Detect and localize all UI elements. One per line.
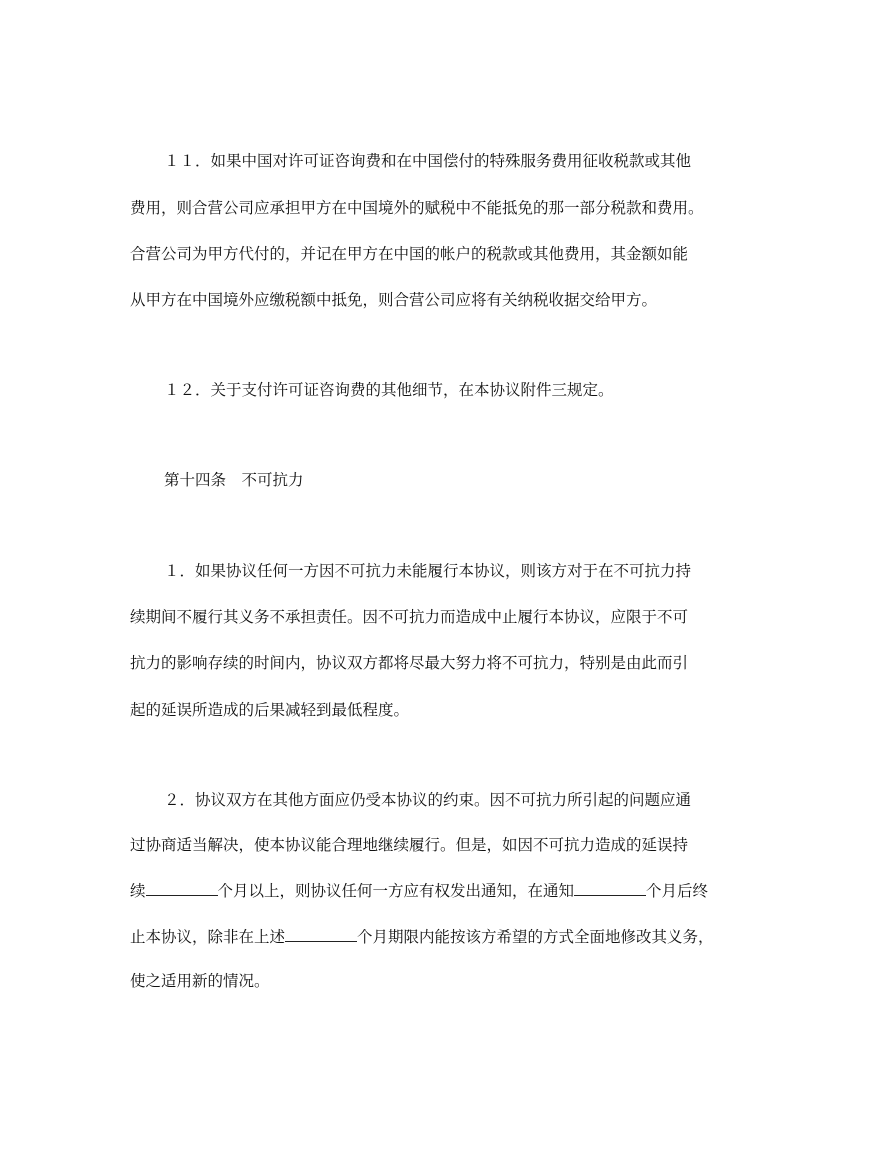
clause-2-line-4: [130, 926, 790, 948]
clause-2-line-3: [130, 880, 790, 902]
clause-1-line-4: 起的延误所造成的后果减轻到最低程度。: [130, 701, 410, 719]
blank-months-1: [146, 881, 218, 896]
clause-1-line-2: 续期间不履行其义务不承担责任。因不可抗力而造成中止履行本协议，应限于不可: [130, 608, 689, 626]
clause-2-line-4-part-b: 个月期限内能按该方希望的方式全面地修改其义务，: [357, 928, 714, 946]
clause-2-line-3-part-b: 个月以上，则协议任何一方应有权发出通知，在通知: [217, 882, 575, 900]
para-11-line-4: 从甲方在中国境外应缴税额中抵免，则合营公司应将有关纳税收据交给甲方。: [130, 291, 658, 309]
clause-1-line-1: １．如果协议任何一方因不可抗力未能履行本协议，则该方对于在不可抗力持: [164, 562, 692, 580]
clause-2-line-3-part-c: 个月后终: [646, 882, 709, 900]
clause-2-line-3-part-a: 续: [130, 882, 146, 900]
blank-months-2: [574, 881, 646, 896]
clause-2-line-5: 使之适用新的情况。: [130, 972, 270, 990]
article-14-heading: 第十四条 不可抗力: [164, 471, 304, 489]
blank-months-3: [285, 927, 357, 942]
para-11-line-2: 费用，则合营公司应承担甲方在中国境外的赋税中不能抵免的那一部分税款和费用。: [130, 199, 704, 217]
clause-2-line-4-part-a: 止本协议，除非在上述: [130, 928, 286, 946]
para-11-line-3: 合营公司为甲方代付的，并记在甲方在中国的帐户的税款或其他费用，其金额如能: [130, 245, 689, 263]
clause-2-line-1: ２．协议双方在其他方面应仍受本协议的约束。因不可抗力所引起的问题应通: [164, 791, 692, 809]
para-11-line-1: １１．如果中国对许可证咨询费和在中国偿付的特殊服务费用征收税款或其他: [164, 152, 692, 170]
para-12-line-1: １２．关于支付许可证咨询费的其他细节，在本协议附件三规定。: [164, 381, 614, 399]
clause-2-line-2: 过协商适当解决，使本协议能合理地继续履行。但是，如因不可抗力造成的延误持: [130, 836, 689, 854]
clause-1-line-3: 抗力的影响存续的时间内，协议双方都将尽最大努力将不可抗力，特别是由此而引: [130, 654, 689, 672]
